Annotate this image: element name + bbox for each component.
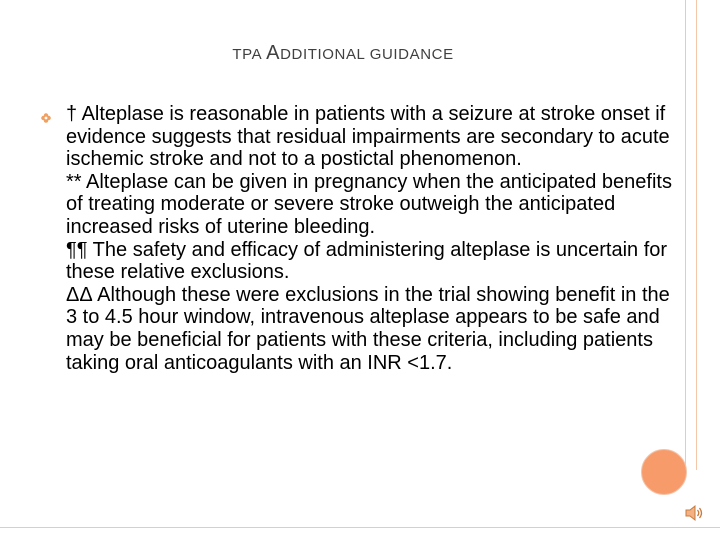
frame-right-stripe	[685, 0, 697, 470]
frame-bottom-line	[0, 527, 720, 528]
slide-title	[0, 42, 686, 65]
speaker-icon[interactable]	[683, 502, 705, 524]
title-rest: DDITIONAL GUIDANCE	[280, 46, 454, 63]
paragraph-seizure: † Alteplase is reasonable in patients with a seizure at stroke onset if evidence suggests that residual impairments are secondary to acute ischemic stroke and not to a postictal phenomenon.	[66, 103, 670, 171]
flower-bullet-icon	[41, 113, 51, 123]
paragraph-pregnancy: ** Alteplase can be given in pregnancy when the anticipated benefits of treating moderate or severe stroke outweigh the anticipated increased risks of uterine bleeding.	[66, 170, 672, 238]
title-cap: A	[266, 42, 281, 64]
paragraph-relative-exclusions: ¶¶ The safety and efficacy of administering alteplase is uncertain for these relative exclusions.	[66, 238, 668, 284]
title-first: TPA	[232, 46, 267, 63]
orange-circle-decoration	[641, 449, 687, 495]
body-text	[66, 103, 686, 374]
paragraph-window-exclusions: ΔΔ Although these were exclusions in the trial showing benefit in the 3 to 4.5 hour window, intravenous alteplase appears to be safe and may be beneficial for patients with these criteria, including patients taking oral anticoagulants with an INR <1.7.	[66, 283, 670, 374]
